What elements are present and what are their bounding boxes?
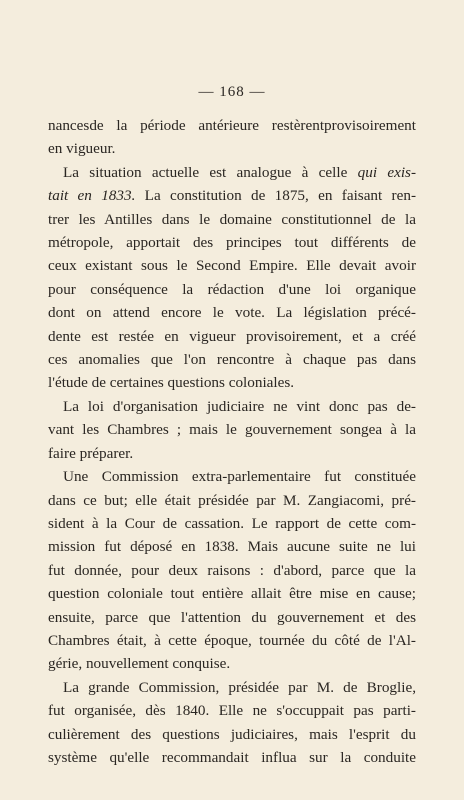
text-line-15: faire préparer. — [48, 444, 134, 462]
text-line-27: culièrement des questions judiciaires, mais l'esprit du — [48, 725, 416, 743]
text-line-5: trer les Antilles dans le domaine constitutionnel de la — [48, 210, 416, 228]
italic-phrase: qui exis- — [357, 163, 417, 181]
text-line-8: pour conséquence la rédaction d'une loi organique — [48, 280, 416, 298]
text-line-16: Une Commission extra-parlementaire fut constituée — [63, 468, 416, 486]
text-line-19: mission fut déposé en 1838. Mais aucune suite ne lui — [48, 538, 416, 556]
text-line-10: dente est restée en vigueur provisoirement, et a créé — [48, 327, 416, 345]
text-line-1: nancesde la période antérieure restèrentprovisoirement — [48, 117, 416, 134]
page-number: — 168 — — [198, 84, 266, 100]
text-line-24: gérie, nouvellement conquise. — [48, 655, 231, 673]
text-line-3: La situation actuelle est analogue à celle qui exis- — [63, 163, 417, 181]
text-line-21: question coloniale tout entière allait être mise en cause; — [48, 585, 416, 603]
text-line-14: vant les Chambres ; mais le gouvernement songea à la — [48, 421, 416, 439]
text-line-23: Chambres était, à cette époque, tournée du côté de l'Al- — [48, 631, 416, 649]
text-line-25: La grande Commission, présidée par M. de Broglie, — [63, 678, 416, 696]
text-line-18: sident à la Cour de cassation. Le rapport de cette com- — [48, 514, 416, 532]
text-line-6: métropole, apportait des principes tout différents de — [48, 234, 416, 252]
text-line-13: La loi d'organisation judiciaire ne vint donc pas de- — [63, 397, 416, 415]
text-line-4: tait en 1833. La constitution de 1875, en faisant ren- — [48, 187, 416, 205]
text-line-28: système qu'elle recommandait influa sur la conduite — [48, 748, 416, 766]
text-line-22: ensuite, parce que l'attention du gouvernement et des — [48, 608, 416, 626]
text-line-12: l'étude de certaines questions coloniales. — [48, 374, 295, 392]
body-text — [48, 114, 416, 769]
text-line-2: en vigueur. — [48, 140, 116, 158]
text-line-7: ceux existant sous le Second Empire. Elle devait avoir — [48, 257, 416, 275]
text-line-17: dans ce but; elle était présidée par M. Zangiacomi, pré- — [48, 491, 416, 509]
text-line-20: fut donnée, pour deux raisons : d'abord, parce que la — [48, 561, 416, 579]
italic-phrase: tait en 1833. — [48, 187, 136, 205]
text-line-26: fut organisée, dès 1840. Elle ne s'occuppait pas parti- — [48, 702, 416, 720]
text-line-11: ces anomalies que l'on rencontre à chaque pas dans — [48, 351, 416, 369]
text-line-9: dont on attend encore le vote. La législation précé- — [48, 304, 416, 322]
